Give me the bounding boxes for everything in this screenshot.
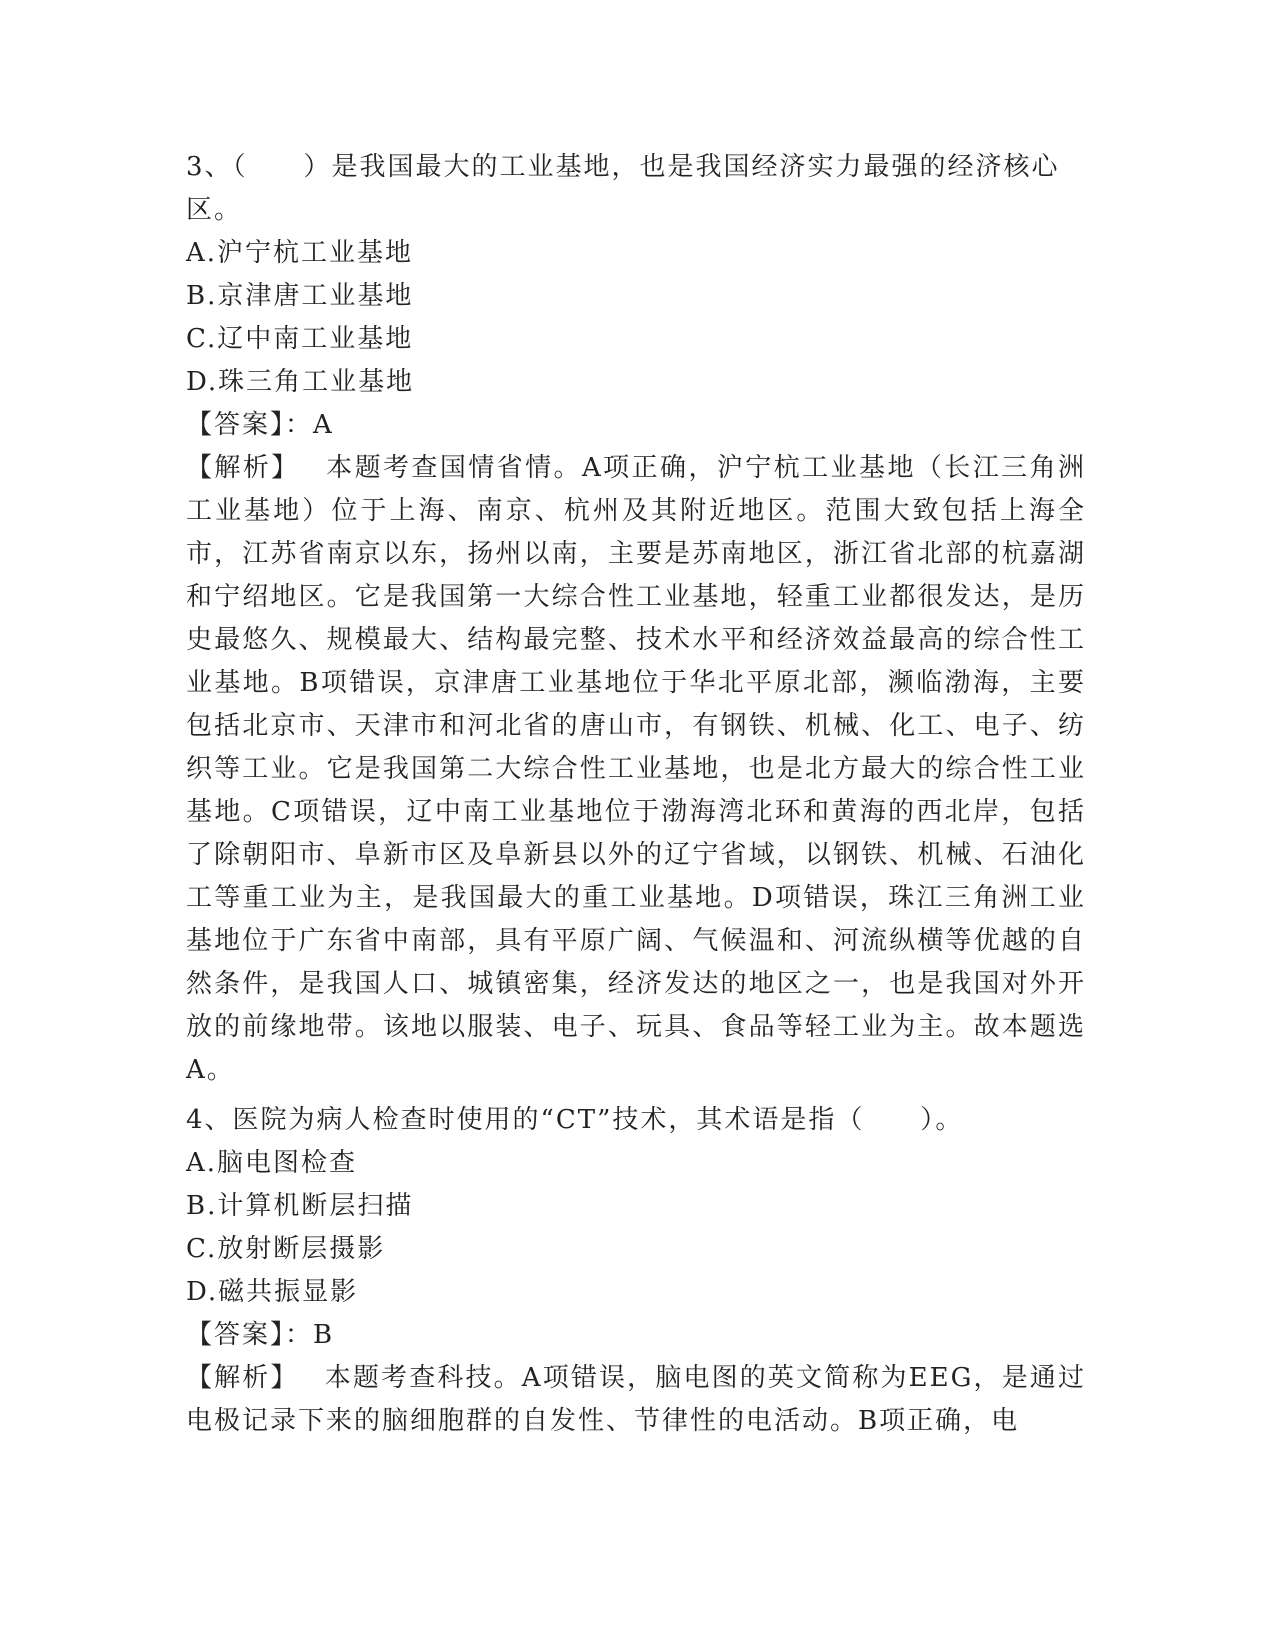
option-d: D.珠三角工业基地 xyxy=(186,367,415,397)
question-3 xyxy=(186,146,1086,1092)
question-stem: 3、（ ）是我国最大的工业基地，也是我国经济实力最强的经济核心区。 xyxy=(186,152,1060,225)
answer-line: 【答案】：A xyxy=(186,410,334,440)
analysis-paragraph xyxy=(186,447,1086,1092)
option-d: D.磁共振显影 xyxy=(186,1277,359,1307)
analysis-paragraph xyxy=(186,1357,1086,1443)
option-a: A.沪宁杭工业基地 xyxy=(186,238,414,268)
option-a: A.脑电图检查 xyxy=(186,1148,358,1178)
answer-line: 【答案】：B xyxy=(186,1320,335,1350)
document-content xyxy=(186,146,1086,1443)
option-c: C.辽中南工业基地 xyxy=(186,324,414,354)
option-b: B.计算机断层扫描 xyxy=(186,1191,414,1221)
question-4 xyxy=(186,1099,1086,1443)
analysis-text: 本题考查科技。A项错误，脑电图的英文简称为EEG，是通过电极记录下来的脑细胞群的自发性、节律性的电活动。B项正确，电 xyxy=(186,1363,1086,1436)
question-stem: 4、医院为病人检查时使用的“CT”技术，其术语是指（ ）。 xyxy=(186,1105,964,1135)
option-c: C.放射断层摄影 xyxy=(186,1234,386,1264)
option-b: B.京津唐工业基地 xyxy=(186,281,414,311)
analysis-label: 【解析】 xyxy=(186,453,300,483)
analysis-label: 【解析】 xyxy=(186,1363,299,1393)
analysis-text: 本题考查国情省情。A项正确，沪宁杭工业基地（长江三角洲工业基地）位于上海、南京、杭州及其附近地区。范围大致包括上海全市，江苏省南京以东，扬州以南，主要是苏南地区，浙江省北部的杭嘉湖和宁绍地区。它是我国第一大综合性工业基地，轻重工业都很发达，是历史最悠久、规模最大、结构最完整、技术水平和经济效益最高的综合性工业基地。B项错误，京津唐工业基地位于华北平原北部，濒临渤海，主要包括北京市、天津市和河北省的唐山市，有钢铁、机械、化工、电子、纺织等工业。它是我国第二大综合性工业基地，也是北方最大的综合性工业基地。C项错误，辽中南工业基地位于渤海湾北环和黄海的西北岸，包括了除朝阳市、阜新市区及阜新县以外的辽宁省域，以钢铁、机械、石油化工等重工业为主，是我国最大的重工业基地。D项错误，珠江三角洲工业基地位于广东省中南部，具有平原广阔、气候温和、河流纵横等优越的自然条件，是我国人口、城镇密集，经济发达的地区之一，也是我国对外开放的前缘地带。该地以服装、电子、玩具、食品等轻工业为主。故本题选A。 xyxy=(186,453,1086,1085)
